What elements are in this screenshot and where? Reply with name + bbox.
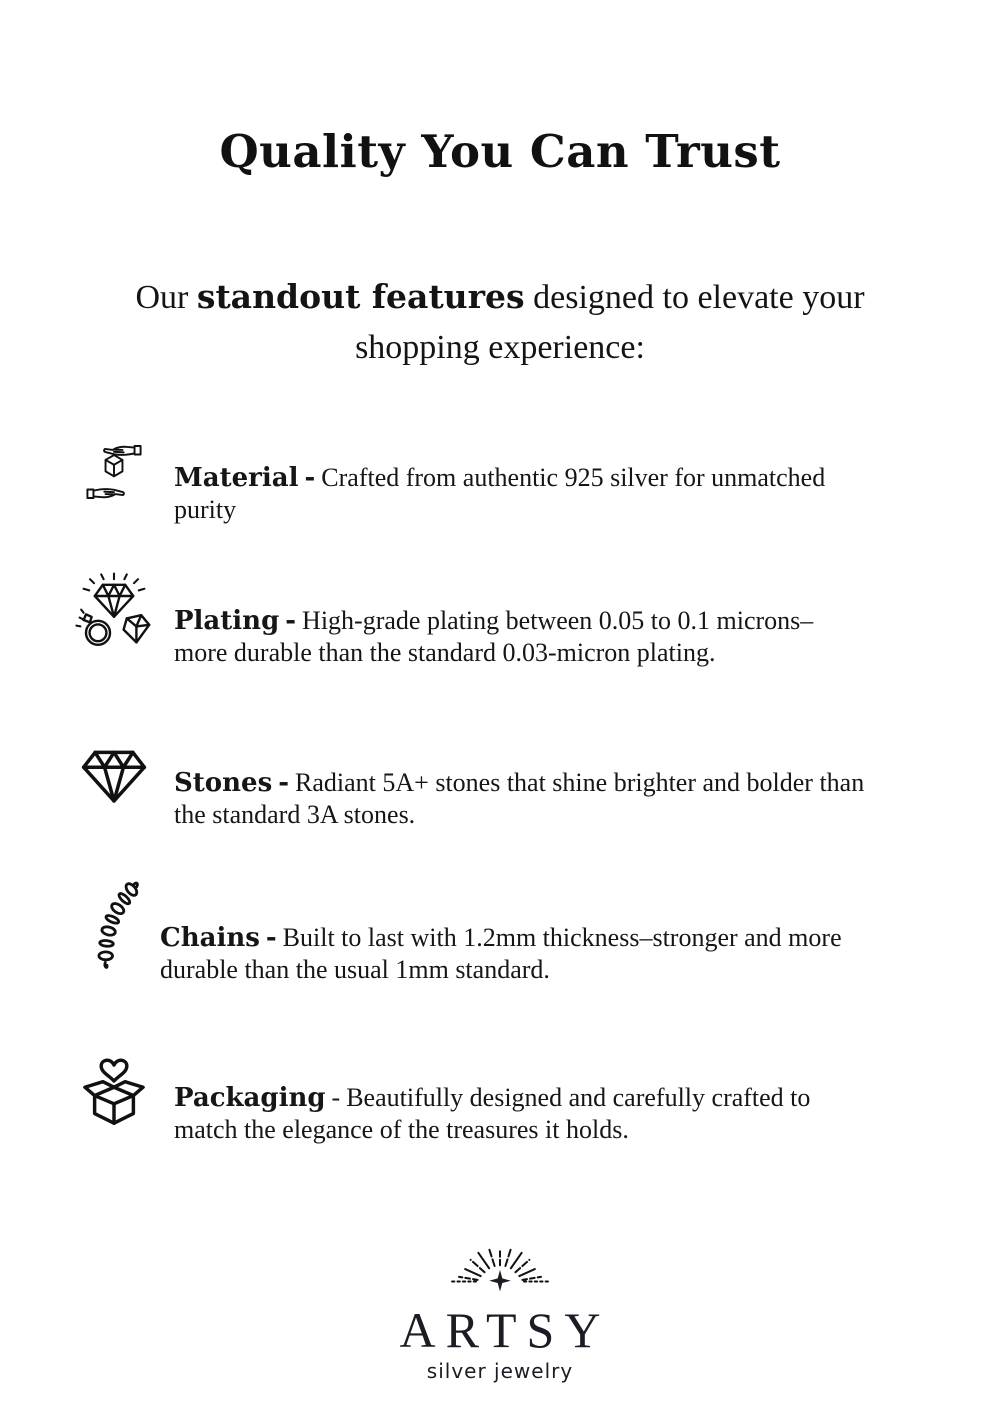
feature-label: Plating bbox=[174, 606, 280, 636]
brand-logo bbox=[0, 1236, 1000, 1383]
feature-description: Beautifully designed and carefully crafted to match the elegance of the treasures it holds. bbox=[174, 1083, 811, 1144]
feature-label: Packaging bbox=[174, 1083, 326, 1113]
open-gift-box-heart-icon bbox=[82, 1054, 146, 1126]
feature-separator: - bbox=[265, 923, 277, 953]
chain-icon bbox=[85, 876, 143, 976]
ring-and-gems-sparkle-icon bbox=[74, 572, 154, 652]
feature-text bbox=[174, 462, 850, 525]
feature-text bbox=[174, 1082, 874, 1145]
feature-description: Built to last with 1.2mm thickness–stronger and more durable than the usual 1mm standard. bbox=[160, 923, 842, 984]
feature-plating bbox=[72, 579, 864, 694]
feature-label: Stones bbox=[174, 768, 273, 798]
hands-holding-cube-icon bbox=[85, 443, 143, 501]
page-title: Quality You Can Trust bbox=[219, 125, 781, 179]
feature-text bbox=[174, 605, 864, 668]
brand-name: ARTSY bbox=[399, 1302, 611, 1358]
feature-description: Radiant 5A+ stones that shine brighter and bolder than the standard 3A stones. bbox=[174, 768, 865, 829]
sunburst-sparkle-icon bbox=[442, 1236, 558, 1296]
feature-text bbox=[160, 922, 850, 985]
feature-material bbox=[72, 436, 850, 551]
subtitle-prefix: Our bbox=[135, 279, 189, 316]
feature-packaging bbox=[72, 1056, 874, 1171]
feature-text bbox=[174, 767, 874, 830]
feature-label: Material bbox=[174, 463, 299, 493]
feature-label: Chains bbox=[160, 923, 260, 953]
brand-tagline: silver jewelry bbox=[426, 1359, 574, 1383]
feature-separator: - bbox=[285, 606, 297, 636]
feature-chains bbox=[72, 896, 850, 1011]
subtitle-bold: standout features bbox=[196, 277, 525, 316]
subtitle-suffix: designed to elevate your shopping experience: bbox=[355, 279, 865, 366]
feature-description: Crafted from authentic 925 silver for unmatched purity bbox=[174, 463, 826, 524]
feature-stones bbox=[72, 741, 874, 856]
feature-separator: - bbox=[304, 463, 316, 493]
feature-description: High-grade plating between 0.05 to 0.1 microns–more durable than the standard 0.03-micron plating. bbox=[174, 606, 814, 667]
feature-separator: - bbox=[331, 1083, 341, 1112]
subtitle bbox=[120, 272, 880, 373]
diamond-icon bbox=[80, 747, 148, 805]
feature-separator: - bbox=[278, 768, 290, 798]
